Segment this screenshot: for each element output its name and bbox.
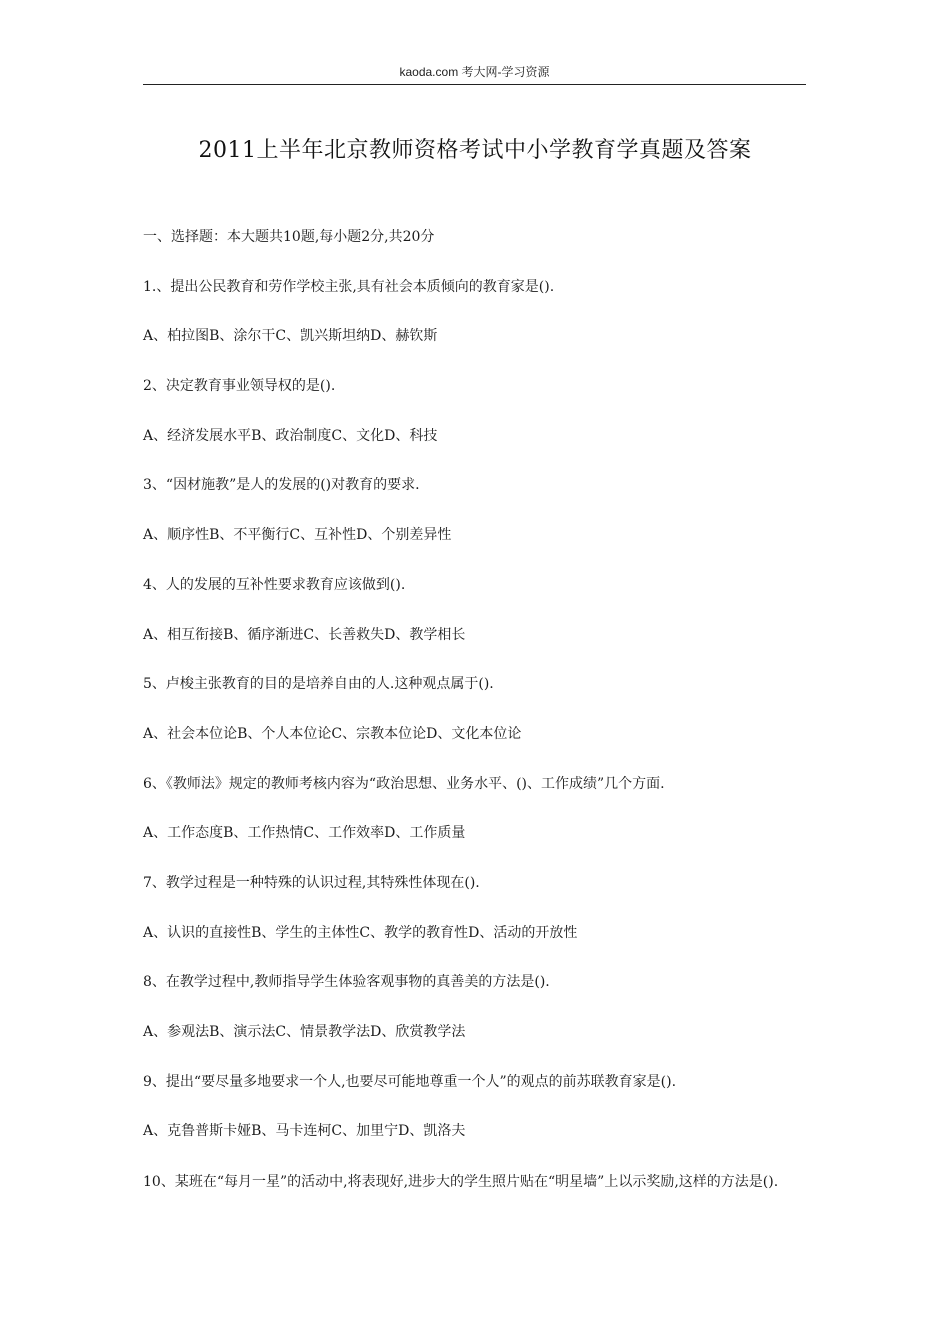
question-text: 9、提出“要尽量多地要求一个人,也要尽可能地尊重一个人”的观点的前苏联教育家是().	[143, 1073, 677, 1090]
question-text: 5、卢梭主张教育的目的是培养自由的人.这种观点属于().	[143, 676, 494, 693]
question-options: A、社会本位论B、个人本位论C、宗教本位论D、文化本位论	[143, 725, 522, 742]
question-options: A、经济发展水平B、政治制度C、文化D、科技	[143, 427, 438, 444]
question-options: A、参观法B、演示法C、情景教学法D、欣赏教学法	[143, 1024, 466, 1040]
question-text: 3、“因材施教”是人的发展的()对教育的要求.	[143, 477, 420, 494]
question-text: 1.、提出公民教育和劳作学校主张,具有社会本质倾向的教育家是().	[143, 278, 555, 295]
question-text: 10、某班在“每月一星”的活动中,将表现好,进步大的学生照片贴在“明星墙”上以示奖励,这样的方法是().	[143, 1174, 779, 1191]
question-text: 4、人的发展的互补性要求教育应该做到().	[143, 576, 406, 593]
question-text: 8、在教学过程中,教师指导学生体验客观事物的真善美的方法是().	[143, 974, 550, 991]
document-body	[143, 225, 811, 1221]
question-options: A、相互衔接B、循序渐进C、长善救失D、教学相长	[143, 626, 466, 643]
document-title: 2011上半年北京教师资格考试中小学教育学真题及答案	[198, 138, 752, 163]
question-options: A、柏拉图B、涂尔干C、凯兴斯坦纳D、赫钦斯	[143, 328, 438, 345]
question-text: 6、《教师法》规定的教师考核内容为“政治思想、业务水平、()、工作成绩”几个方面.	[143, 775, 665, 792]
question-text: 7、教学过程是一种特殊的认识过程,其特殊性体现在().	[143, 874, 480, 891]
section-heading: 一、选择题：本大题共10题,每小题2分,共20分	[143, 229, 435, 245]
page-header: kaoda.com 考大网-学习资源	[399, 65, 550, 79]
header-divider	[143, 84, 806, 85]
question-text: 2、决定教育事业领导权的是().	[143, 378, 336, 395]
question-options: A、工作态度B、工作热情C、工作效率D、工作质量	[143, 825, 466, 842]
question-options: A、认识的直接性B、学生的主体性C、教学的教育性D、活动的开放性	[143, 924, 578, 941]
question-options: A、克鲁普斯卡娅B、马卡连柯C、加里宁D、凯洛夫	[143, 1123, 466, 1140]
question-options: A、顺序性B、不平衡行C、互补性D、个别差异性	[143, 527, 452, 544]
